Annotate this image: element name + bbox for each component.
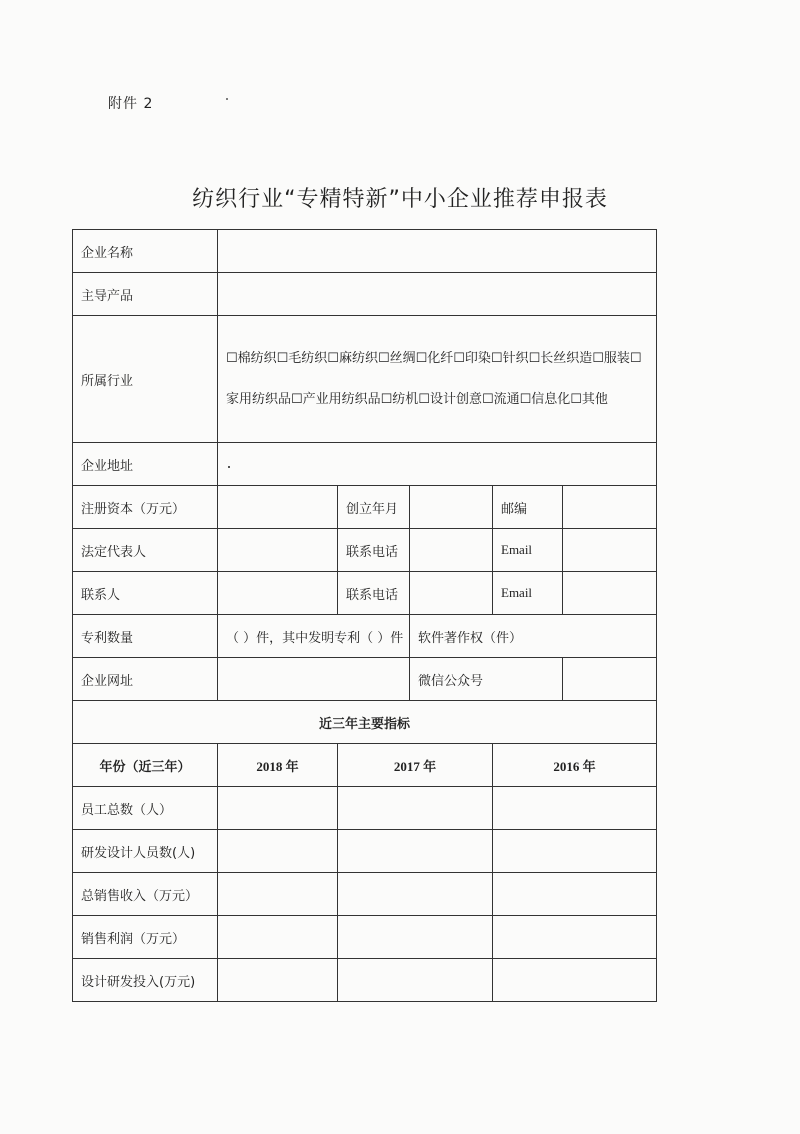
year-2017-header: 2017 年	[338, 744, 493, 787]
email-label: Email	[493, 529, 563, 572]
row-industry	[73, 316, 657, 443]
indicator-cell[interactable]	[493, 959, 657, 1002]
website-field[interactable]	[218, 658, 410, 701]
indicator-cell[interactable]	[493, 830, 657, 873]
registered-capital-label: 注册资本（万元）	[73, 486, 218, 529]
industry-label: 所属行业	[73, 316, 218, 443]
indicator-label: 员工总数（人）	[73, 787, 218, 830]
indicator-cell[interactable]	[218, 959, 338, 1002]
registered-capital-field[interactable]	[218, 486, 338, 529]
contact-label: 联系人	[73, 572, 218, 615]
indicator-label: 总销售收入（万元）	[73, 873, 218, 916]
attachment-label: 附件 2	[108, 96, 154, 112]
wechat-field[interactable]	[563, 658, 657, 701]
indicator-label: 销售利润（万元）	[73, 916, 218, 959]
indicator-cell[interactable]	[493, 873, 657, 916]
year-2016-header: 2016 年	[493, 744, 657, 787]
year-label: 年份（近三年）	[73, 744, 218, 787]
indicator-cell[interactable]	[218, 916, 338, 959]
company-name-label: 企业名称	[73, 230, 218, 273]
year-2018-header: 2018 年	[218, 744, 338, 787]
indicator-cell[interactable]	[338, 787, 493, 830]
row-employees	[73, 787, 657, 830]
email-label: Email	[493, 572, 563, 615]
indicator-cell[interactable]	[493, 916, 657, 959]
row-contact	[73, 572, 657, 615]
indicator-cell[interactable]	[338, 873, 493, 916]
row-sales-profit	[73, 916, 657, 959]
website-label: 企业网址	[73, 658, 218, 701]
indicators-heading: 近三年主要指标	[73, 701, 657, 744]
row-total-sales	[73, 873, 657, 916]
founded-field[interactable]	[410, 486, 493, 529]
row-rd-investment	[73, 959, 657, 1002]
indicator-cell[interactable]	[218, 830, 338, 873]
indicator-cell[interactable]	[218, 873, 338, 916]
indicator-cell[interactable]	[493, 787, 657, 830]
email-field[interactable]	[563, 572, 657, 615]
row-company-name	[73, 230, 657, 273]
company-name-field[interactable]	[218, 230, 657, 273]
row-rd-staff	[73, 830, 657, 873]
address-field[interactable]	[218, 443, 657, 486]
phone-label: 联系电话	[338, 529, 410, 572]
phone-label: 联系电话	[338, 572, 410, 615]
row-indicators-heading	[73, 701, 657, 744]
indicator-label: 设计研发投入(万元)	[73, 959, 218, 1002]
industry-options[interactable]: ☐棉纺织☐毛纺织☐麻纺织☐丝绸☐化纤☐印染☐针织☐长丝织造☐服装☐家用纺织品☐产业用纺织品☐纺机☐设计创意☐流通☐信息化☐其他	[218, 316, 657, 443]
stray-mark	[228, 466, 230, 468]
address-label: 企业地址	[73, 443, 218, 486]
email-field[interactable]	[563, 529, 657, 572]
patents-field[interactable]: （ ）件，其中发明专利（ ）件	[218, 615, 410, 658]
legal-rep-label: 法定代表人	[73, 529, 218, 572]
phone-field[interactable]	[410, 572, 493, 615]
founded-label: 创立年月	[338, 486, 410, 529]
row-main-product	[73, 273, 657, 316]
phone-field[interactable]	[410, 529, 493, 572]
indicator-cell[interactable]	[218, 787, 338, 830]
row-patents	[73, 615, 657, 658]
indicator-cell[interactable]	[338, 959, 493, 1002]
wechat-label: 微信公众号	[410, 658, 563, 701]
stray-mark	[226, 98, 228, 100]
application-form-table	[72, 229, 657, 1002]
contact-field[interactable]	[218, 572, 338, 615]
row-website	[73, 658, 657, 701]
indicator-label: 研发设计人员数(人)	[73, 830, 218, 873]
form-title: 纺织行业“专精特新”中小企业推荐申报表	[192, 187, 608, 212]
software-copyright-field[interactable]: 软件著作权（件）	[410, 615, 657, 658]
main-product-label: 主导产品	[73, 273, 218, 316]
postcode-label: 邮编	[493, 486, 563, 529]
row-years	[73, 744, 657, 787]
row-legal-rep	[73, 529, 657, 572]
main-product-field[interactable]	[218, 273, 657, 316]
indicator-cell[interactable]	[338, 916, 493, 959]
patents-label: 专利数量	[73, 615, 218, 658]
row-address	[73, 443, 657, 486]
legal-rep-field[interactable]	[218, 529, 338, 572]
row-registered-capital	[73, 486, 657, 529]
indicator-cell[interactable]	[338, 830, 493, 873]
postcode-field[interactable]	[563, 486, 657, 529]
